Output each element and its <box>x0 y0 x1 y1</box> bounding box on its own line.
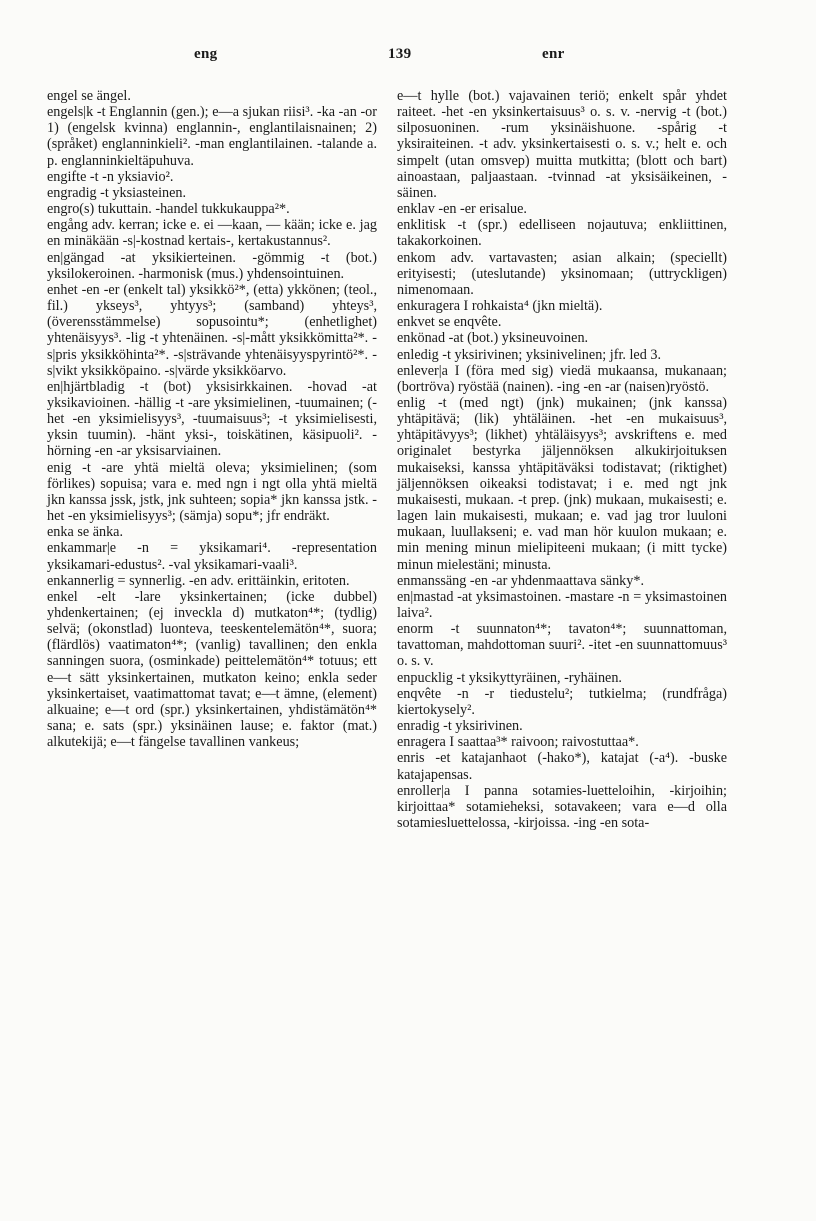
entry: enhet -en -er (enkelt tal) yksikkö²*, (etta) ykkönen; (teol., fil.) ykseys³, yhtyys³; (samband) yhteys³, (överensstämmelse) sopusointu*; (enhetlighet) yhtenäisyys³. -lig -t yhtenäinen. -s|-mått yksikkömitta²*. -s|pris yksikköhinta²*. -s|strävande yhtenäisyyspyrintö²*. -s|vikt yksikköpaino. -s|värde yksikköarvo. <box>47 281 377 379</box>
header-right-guide-word: enr <box>542 46 565 62</box>
entry: enris -et katajanhaot (-hako*), katajat (-a⁴). -buske katajapensas. <box>397 750 727 783</box>
entry: enkel -elt -lare yksinkertainen; (icke dubbel) yhdenkertainen; (ej inveckla d) mutkaton⁴*; (tydlig) selvä; (okonstlad) luonteva, teeskentelemätön⁴*, suora; (flärdlös) vaatimaton⁴*; (vanlig) tavallinen; den enkla sanningen suora, (osminkade) peittelemätön⁴* totuus; ett e—t sätt yksinkertainen, mutkaton keino; enkla seder yksinkertaiset, vaatimattomat tavat; e—t ämne, (element) alkuaine; e—t ord (spr.) yksinkertainen, yhdistämätön⁴* sana; e. sats (spr.) yksinäinen lause; e. faktor (mat.) alkutekijä; e—t fängelse tavallinen vankeus; <box>47 588 377 751</box>
entry: enkuragera I rohkaista⁴ (jkn mieltä). <box>397 298 603 315</box>
entry: en|mastad -at yksimastoinen. -mastare -n = yksimastoinen laiva². <box>397 588 727 621</box>
entry: enorm -t suunnaton⁴*; tavaton⁴*; suunnattoman, tavattoman, mahdottoman suuri². -itet -en suunnattomuus³ o. s. v. <box>397 621 727 670</box>
entry: engifte -t -n yksiavio². <box>47 168 174 185</box>
entry: enkvet se enqvête. <box>397 314 502 331</box>
entry: enragera I saattaa³* raivoon; raivostuttaa*. <box>397 734 639 751</box>
entry: enlig -t (med ngt) (jnk) mukainen; (jnk kanssa) yhtäpitävä; (lik) yhtäläinen. -het -en mukaisuus³, yhtäpitävyys³; (likhet) yhtäläisyys³; avskriftens e. med originalet bestyrka jäljennöksen alkukirjoituksen mukaiseksi, kanssa yhtäpitäväksi todistavat; (riktighet) jäljennöksen oikeaksi todistavat; i e. med ngt jnk mukaisesti, mukaan. -t prep. (jnk) mukaan, mukaisesti; e. lagen lain mukaisesti, mukaan; e. vad jag tror luuloni mukaan, luullakseni; e. vad man hör kuulon mukaan; e. min mening minun mielipiteeni mukaan; (i mitt tycke) minun mielestäni; minusta. <box>397 394 727 573</box>
entry: enpucklig -t yksikyttyräinen, -ryhäinen. <box>397 669 622 686</box>
entry: enmanssäng -en -ar yhdenmaattava sänky*. <box>397 572 645 589</box>
entry: enkom adv. vartavasten; asian alkain; (speciellt) erityisesti; (uteslutande) yksinomaan; (uttryckligen) nimenomaan. <box>397 249 727 298</box>
entry: enkönad -at (bot.) yksineuvoinen. <box>397 330 589 347</box>
header-left-guide-word: eng <box>194 46 218 62</box>
entry: enig -t -are yhtä mieltä oleva; yksimielinen; (som förlikes) sopuisa; vara e. med ngn i ngt olla yhtä mieltä jkn kanssa jssk, jstk, jnk suhteen; sopia* jkn kanssa jstk. -het -en yksimielisyys³; (sämja) sopu*; jfr endräkt. <box>47 459 377 525</box>
entry: engels|k -t Englannin (gen.); e—a sjukan riisi³. -ka -an -or 1) (engelsk kvinna) englannin-, englantilaisnainen; 2) (språket) englanninkieli². -man englantilainen. -talande a. p. englanninkieltäpuhuva. <box>47 104 377 169</box>
entry: enlever|a I (föra med sig) viedä mukaansa, mukanaan; (bortröva) ryöstää (nainen). -ing -en -ar (naisen)ryöstö. <box>397 362 727 395</box>
entry: enkannerlig = synnerlig. -en adv. erittäinkin, eritoten. <box>47 572 350 589</box>
entry: enklav -en -er erisalue. <box>397 201 527 218</box>
entry: en|gängad -at yksikierteinen. -gömmig -t (bot.) yksilokeroinen. -harmonisk (mus.) yhdensointuinen. <box>47 249 377 282</box>
entry: engel se ängel. <box>47 88 131 104</box>
entry: e—t hylle (bot.) vajavainen teriö; enkelt spår yhdet raiteet. -het -en yksinkertaisuus³ o. s. v. -nervig -t (bot.) silposuoninen. -rum yksinäishuone. -spårig -t yksiraiteinen. -t adv. yksinkertaisesti o. s. v.; helt e. och simpelt (utan omsvep) muitta mutkitta; (blott och bart) ainoastaan, paljaastaan. -tvinnad -at yksisäikeinen, -säinen. <box>397 88 727 201</box>
entry: engro(s) tukuttain. -handel tukkukauppa²*. <box>47 201 290 218</box>
right-column <box>397 88 727 831</box>
entry: engång adv. kerran; icke e. ei —kaan, — kään; icke e. jag en minäkään -s|-kostnad kertais-, kertakustannus². <box>47 217 377 250</box>
entry: enklitisk -t (spr.) edelliseen nojautuva; enkliittinen, takakorkoinen. <box>397 217 727 250</box>
left-column <box>47 88 377 750</box>
entry: enkammar|e -n = yksikamari⁴. -representation yksikamari-edustus². -val yksikamari-vaali³. <box>47 540 377 573</box>
entry: enka se änka. <box>47 524 124 541</box>
entry: en|hjärtbladig -t (bot) yksisirkkainen. -hovad -at yksikavioinen. -hällig -t -are yksimielinen, -tuumainen; (-het -en yksimielisyys³, -tuumaisuus³; -t yksimielisesti, yksin tuumin). -hänt yksi-, toiskätinen, käsipuoli². -hörning -en -ar yksisarviainen. <box>47 378 377 460</box>
entry: enqvête -n -r tiedustelu²; tutkielma; (rundfråga) kiertokysely². <box>397 685 727 718</box>
entry: enroller|a I panna sotamies-luetteloihin, -kirjoihin; kirjoittaa* sotamieheksi, sotavakeen; vara e—d olla sotamiesluettelossa, -kirjoissa. -ing -en sota- <box>397 782 727 832</box>
page-number: 139 <box>388 46 412 62</box>
entry: enradig -t yksirivinen. <box>397 718 523 735</box>
entry: enledig -t yksirivinen; yksinivelinen; jfr. led 3. <box>397 346 661 363</box>
entry: engradig -t yksiasteinen. <box>47 184 187 201</box>
